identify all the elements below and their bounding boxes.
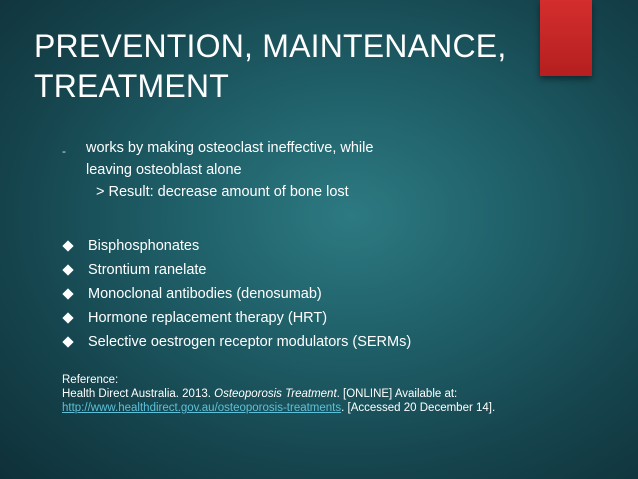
- reference-text: Health Direct Australia. 2013.: [62, 388, 215, 400]
- list-item-label: Bisphosphonates: [88, 238, 200, 254]
- intro-line-3: > Result: decrease amount of bone lost: [96, 184, 349, 200]
- list-item-label: Hormone replacement therapy (HRT): [88, 310, 328, 326]
- reference-link[interactable]: http://www.healthdirect.gov.au/osteoporosis-treatments: [62, 402, 342, 414]
- list-item-label: Monoclonal antibodies (denosumab): [88, 286, 322, 302]
- slide-title: [34, 26, 534, 106]
- reference-title: Osteoporosis Treatment: [214, 388, 337, 400]
- list-item: [62, 258, 411, 282]
- treatment-list: [62, 234, 411, 354]
- list-item: [62, 306, 411, 330]
- title-line-1: PREVENTION, MAINTENANCE,: [34, 28, 507, 64]
- list-item-label: Selective oestrogen receptor modulators (SERMs): [88, 334, 412, 350]
- list-item: [62, 330, 411, 354]
- reference-citation: [62, 387, 542, 415]
- diamond-bullet-icon: [62, 240, 73, 251]
- diamond-bullet-icon: [62, 264, 73, 275]
- reference-available: . [ONLINE] Available at:: [336, 388, 458, 400]
- reference-heading: Reference:: [62, 374, 119, 386]
- diamond-bullet-icon: [62, 288, 73, 299]
- title-line-2: TREATMENT: [34, 68, 229, 104]
- list-item: [62, 234, 411, 258]
- diamond-bullet-icon: [62, 312, 73, 323]
- dash-marker: -: [62, 144, 66, 158]
- diamond-bullet-icon: [62, 336, 73, 347]
- reference-block: [62, 373, 542, 415]
- list-item: [62, 282, 411, 306]
- accent-bar: [540, 0, 592, 76]
- intro-line-2: leaving osteoblast alone: [86, 162, 242, 178]
- intro-line-1: works by making osteoclast ineffective, while: [86, 140, 374, 156]
- list-item-label: Strontium ranelate: [88, 262, 207, 278]
- reference-accessed: . [Accessed 20 December 14].: [341, 402, 496, 414]
